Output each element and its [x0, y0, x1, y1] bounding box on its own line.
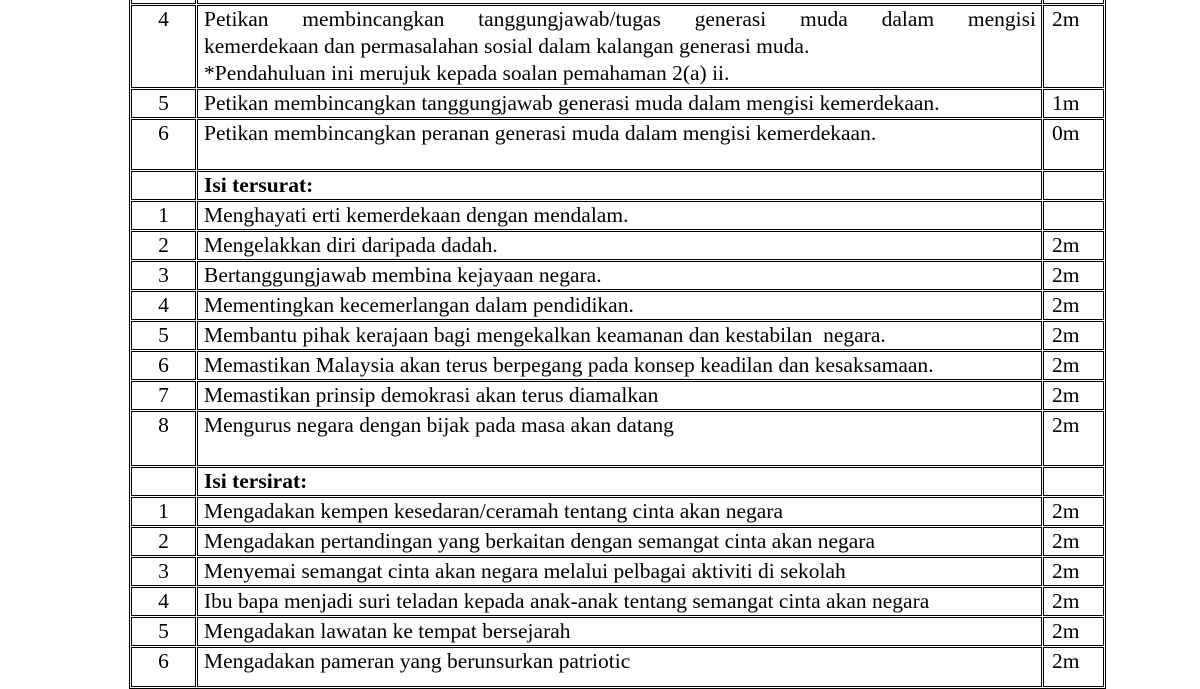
row-number-cell	[131, 467, 196, 496]
item-text-line: Menyemai semangat cinta akan negara melalui pelbagai aktiviti di sekolah	[204, 559, 846, 583]
item-text-line: Mengadakan pameran yang berunsurkan patriotic	[204, 649, 631, 673]
item-text-cell	[197, 497, 1042, 526]
item-text-cell	[197, 321, 1042, 350]
marks-cell: 2m	[1043, 351, 1104, 380]
marks-cell	[1043, 467, 1104, 496]
item-text-cell	[197, 0, 1042, 4]
row-number-cell: 5	[131, 89, 196, 118]
marks-cell: 2m	[1043, 527, 1104, 556]
marks-cell: 2m	[1043, 261, 1104, 290]
row-number-cell: 8	[131, 411, 196, 466]
table-row	[131, 497, 1104, 526]
marks-cell: 2m	[1043, 647, 1104, 687]
item-text-line: Mengadakan kempen kesedaran/ceramah tentang cinta akan negara	[204, 499, 784, 523]
marks-cell: 2m	[1043, 5, 1104, 88]
table-row	[131, 321, 1104, 350]
row-number-cell: 7	[131, 381, 196, 410]
row-number-cell: 4	[131, 5, 196, 88]
table-row	[131, 587, 1104, 616]
row-number-cell: 5	[131, 617, 196, 646]
table-row	[131, 291, 1104, 320]
row-number-cell: 6	[131, 647, 196, 687]
item-text-line: Ibu bapa menjadi suri teladan kepada anak-anak tentang semangat cinta akan negara	[204, 589, 930, 613]
table-row	[131, 411, 1104, 466]
item-text-cell	[197, 261, 1042, 290]
item-text-cell	[197, 231, 1042, 260]
item-text-line: Bertanggungjawab membina kejayaan negara.	[204, 263, 602, 287]
row-number-cell: 2	[131, 231, 196, 260]
marks-cell: 0m	[1043, 119, 1104, 170]
item-text-cell	[197, 647, 1042, 687]
item-text-cell	[197, 411, 1042, 466]
row-number-cell	[131, 171, 196, 200]
marks-cell	[1043, 201, 1104, 230]
item-text-line: Isi tersurat:	[204, 173, 314, 197]
marks-cell: 1m	[1043, 89, 1104, 118]
table-row	[131, 381, 1104, 410]
marks-cell	[1043, 171, 1104, 200]
marks-cell: 2m	[1043, 291, 1104, 320]
item-text-cell	[197, 587, 1042, 616]
item-text-line: Memastikan Malaysia akan terus berpegang pada konsep keadilan dan kesaksamaan.	[204, 353, 934, 377]
table-row	[131, 647, 1104, 687]
row-number-cell: 4	[131, 291, 196, 320]
section-header-cell	[197, 171, 1042, 200]
table-row	[131, 119, 1104, 170]
item-text-cell	[197, 381, 1042, 410]
item-text-cell	[197, 201, 1042, 230]
row-number-cell: 3	[131, 557, 196, 586]
item-text-line: Membantu pihak kerajaan bagi mengekalkan keamanan dan kestabilan negara.	[204, 323, 886, 347]
marks-cell: 2m	[1043, 411, 1104, 466]
marks-cell: 2m	[1043, 321, 1104, 350]
marks-cell: 2m	[1043, 497, 1104, 526]
row-number-cell: 1	[131, 201, 196, 230]
table-row	[131, 467, 1104, 496]
item-text-line: *Pendahuluan ini merujuk kepada soalan pemahaman 2(a) ii.	[204, 61, 730, 85]
item-text-line: Mengelakkan diri daripada dadah.	[204, 233, 498, 257]
row-number-cell: 4	[131, 587, 196, 616]
item-text-line: Mengadakan pertandingan yang berkaitan dengan semangat cinta akan negara	[204, 529, 875, 553]
item-text-line: kemerdekaan dan permasalahan sosial dalam kalangan generasi muda.	[204, 34, 810, 58]
item-text-line: Petikan membincangkan tanggungjawab/tugas generasi muda dalam mengisi	[204, 7, 1036, 31]
marking-scheme-table	[129, 0, 1106, 689]
item-text-line: Petikan membincangkan tanggungjawab generasi muda dalam mengisi kemerdekaan.	[204, 91, 940, 115]
table-row	[131, 89, 1104, 118]
table-row	[131, 351, 1104, 380]
table-row	[131, 231, 1104, 260]
item-text-cell	[197, 527, 1042, 556]
item-text-line: Mengurus negara dengan bijak pada masa akan datang	[204, 413, 674, 437]
item-text-line: Isi tersirat:	[204, 469, 308, 493]
item-text-cell	[197, 291, 1042, 320]
row-number-cell: 1	[131, 497, 196, 526]
row-number-cell: 2	[131, 527, 196, 556]
table-row	[131, 557, 1104, 586]
row-number-cell: 3	[131, 261, 196, 290]
table-row	[131, 261, 1104, 290]
item-text-line: Memastikan prinsip demokrasi akan terus diamalkan	[204, 383, 659, 407]
row-number-cell: 6	[131, 351, 196, 380]
marks-cell: 2m	[1043, 617, 1104, 646]
item-text-cell	[197, 557, 1042, 586]
marks-cell	[1043, 0, 1104, 4]
marks-cell: 2m	[1043, 557, 1104, 586]
item-text-cell	[197, 119, 1042, 170]
table-row	[131, 617, 1104, 646]
table-row	[131, 527, 1104, 556]
item-text-cell	[197, 5, 1042, 88]
table-row	[131, 201, 1104, 230]
marks-cell: 2m	[1043, 381, 1104, 410]
table-row	[131, 5, 1104, 88]
row-number-cell: 5	[131, 321, 196, 350]
row-number-cell: 6	[131, 119, 196, 170]
item-text-cell	[197, 89, 1042, 118]
table-row	[131, 171, 1104, 200]
section-header-cell	[197, 467, 1042, 496]
marks-cell: 2m	[1043, 231, 1104, 260]
table-row	[131, 0, 1104, 4]
item-text-cell	[197, 351, 1042, 380]
item-text-line: Mementingkan kecemerlangan dalam pendidikan.	[204, 293, 634, 317]
marks-cell: 2m	[1043, 587, 1104, 616]
item-text-line: Menghayati erti kemerdekaan dengan mendalam.	[204, 203, 629, 227]
item-text-cell	[197, 617, 1042, 646]
item-text-line: Mengadakan lawatan ke tempat bersejarah	[204, 619, 571, 643]
row-number-cell	[131, 0, 196, 4]
table-body	[131, 0, 1104, 687]
item-text-line: Petikan membincangkan peranan generasi muda dalam mengisi kemerdekaan.	[204, 121, 877, 145]
